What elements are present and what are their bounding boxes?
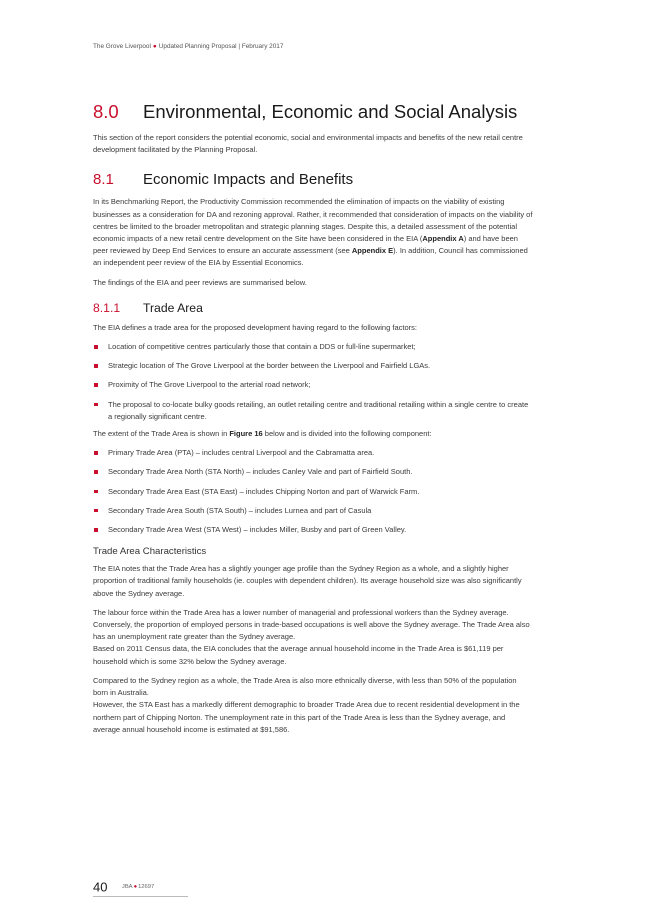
footer-brand (122, 884, 154, 890)
list-item-text: Primary Trade Area (PTA) – includes central Liverpool and the Cabramatta area. (108, 448, 375, 458)
characteristics-paragraph-2: The labour force within the Trade Area has a lower number of managerial and professional workers than the Sydney average. Conversely, the proportion of employed persons in trade-based occupations is well above the Sydney average. The Trade Area also has an unemployment rate greater than the Sydney average. (93, 607, 530, 642)
section-heading (93, 101, 533, 123)
bullet-marker (94, 403, 98, 407)
characteristics-paragraph-1: The EIA notes that the Trade Area has a slightly younger age profile than the Sydney Region as a whole, and a slightly higher proportion of traditional family households (ie. couples with dependent children). Its average household size was also significantly above the Sydney average. (93, 564, 522, 598)
list-item (93, 447, 533, 459)
main-content (93, 101, 533, 743)
footer-job-number: 12697 (138, 883, 155, 890)
running-header (93, 43, 283, 50)
subsection-title: Economic Impacts and Benefits (143, 171, 354, 189)
figure-16-reference: Figure 16 (229, 429, 263, 439)
list-item-text: Location of competitive centres particularly those that contain a DDS or full-line supermarket; (108, 342, 416, 352)
appendix-e-reference: Appendix E (351, 246, 394, 256)
subsubsection-number: 8.1.1 (93, 300, 121, 315)
bullet-marker (94, 451, 98, 455)
bullet-marker (94, 470, 98, 474)
subsubsection-heading (93, 301, 533, 316)
economic-impacts-paragraph (93, 196, 533, 269)
section-number: 8.0 (93, 101, 119, 122)
characteristics-paragraph-4: Compared to the Sydney region as a whole, the Trade Area is also more ethnically diverse, with less than 50% of the population born in Australia. (93, 675, 517, 698)
para-text: The extent of the Trade Area is shown in (93, 429, 230, 439)
factor-list (93, 341, 533, 423)
header-bullet: ● (152, 43, 157, 50)
characteristics-paragraph-5: However, the STA East has a markedly different demographic to broader Trade Area due to recent residential development in the northern part of Chipping Norton. The unemployment rate in this part of the Trade Area is less than the Sydney average, and average annual household income is estimated at $91,586. (93, 700, 520, 734)
footer-divider (93, 896, 188, 897)
appendix-a-reference: Appendix A (422, 234, 464, 244)
bullet-marker (94, 383, 98, 387)
bullet-marker (94, 528, 98, 532)
list-item (93, 524, 533, 536)
bullet-marker (94, 509, 98, 513)
list-item-text: Secondary Trade Area South (STA South) – includes Lurnea and part of Casula (108, 505, 372, 515)
section-intro: This section of the report considers the potential economic, social and environmental impacts and benefits of the new retail centre development facilitated by the Planning Proposal. (93, 133, 523, 155)
page-number: 40 (93, 879, 108, 895)
para-text: ) and have been peer reviewed by Deep End Services to ensure an accurate assessment (see (93, 234, 518, 256)
bullet-marker (94, 490, 98, 494)
component-list (93, 447, 533, 536)
header-date: February 2017 (241, 43, 284, 50)
para-text: ). In addition, Council has commissioned an independent peer review of the EIA by Essential Economics. (93, 246, 528, 268)
list-item (93, 486, 533, 498)
list-item-text: Proximity of The Grove Liverpool to the arterial road network; (108, 380, 311, 390)
page-footer (93, 878, 154, 896)
list-item-text: Secondary Trade Area East (STA East) – includes Chipping Norton and part of Warwick Farm. (108, 486, 420, 496)
footer-bullet: ● (133, 883, 138, 890)
para-text: below and is divided into the following component: (262, 429, 432, 439)
list-item-text: Secondary Trade Area North (STA North) – includes Canley Vale and part of Fairfield South. (108, 467, 413, 477)
list-item-text: Secondary Trade Area West (STA West) – includes Miller, Busby and part of Green Valley. (108, 525, 407, 535)
trade-area-intro: The EIA defines a trade area for the proposed development having regard to the following factors: (93, 322, 417, 332)
list-item (93, 341, 533, 353)
subsubsection-title: Trade Area (143, 300, 203, 315)
characteristics-paragraph-3: Based on 2011 Census data, the EIA concludes that the average annual household income in the Trade Area is $61,119 per household which is some 32% below the Sydney average. (93, 644, 504, 666)
list-item (93, 505, 533, 517)
list-item-text: The proposal to co-locate bulky goods retailing, an outlet retailing centre and traditional retailing within a single centre to create a regionally significant centre. (108, 399, 529, 421)
bullet-marker (94, 345, 98, 349)
subsection-number: 8.1 (93, 171, 114, 189)
list-item (93, 466, 533, 478)
section-title: Environmental, Economic and Social Analysis (143, 101, 518, 122)
subsection-heading (93, 170, 533, 189)
characteristics-heading: Trade Area Characteristics (93, 546, 207, 558)
list-item-text: Strategic location of The Grove Liverpool at the border between the Liverpool and Fairfield LGAs. (108, 361, 431, 371)
header-document: Updated Planning Proposal (158, 43, 237, 50)
bullet-marker (94, 364, 98, 368)
list-item (93, 379, 533, 391)
header-separator: | (238, 43, 241, 50)
list-item (93, 360, 533, 372)
header-project: The Grove Liverpool (93, 43, 151, 50)
findings-paragraph: The findings of the EIA and peer reviews are summarised below. (93, 277, 307, 287)
para-text: In its Benchmarking Report, the Productivity Commission recommended the elimination of impacts on the viability of existing businesses as a consideration for DA and rezoning approval. Rather, it recommended that consideration of impacts on the viability of centres be limited to the broader metropolitan and strategic planning stages. Despite this, a detailed assessment of the potential economic impacts of a new retail centre development on the Site have been considered in the EIA ( (93, 197, 533, 244)
list-item (93, 399, 533, 423)
footer-company: JBA (121, 883, 133, 890)
trade-area-extent (93, 428, 533, 440)
